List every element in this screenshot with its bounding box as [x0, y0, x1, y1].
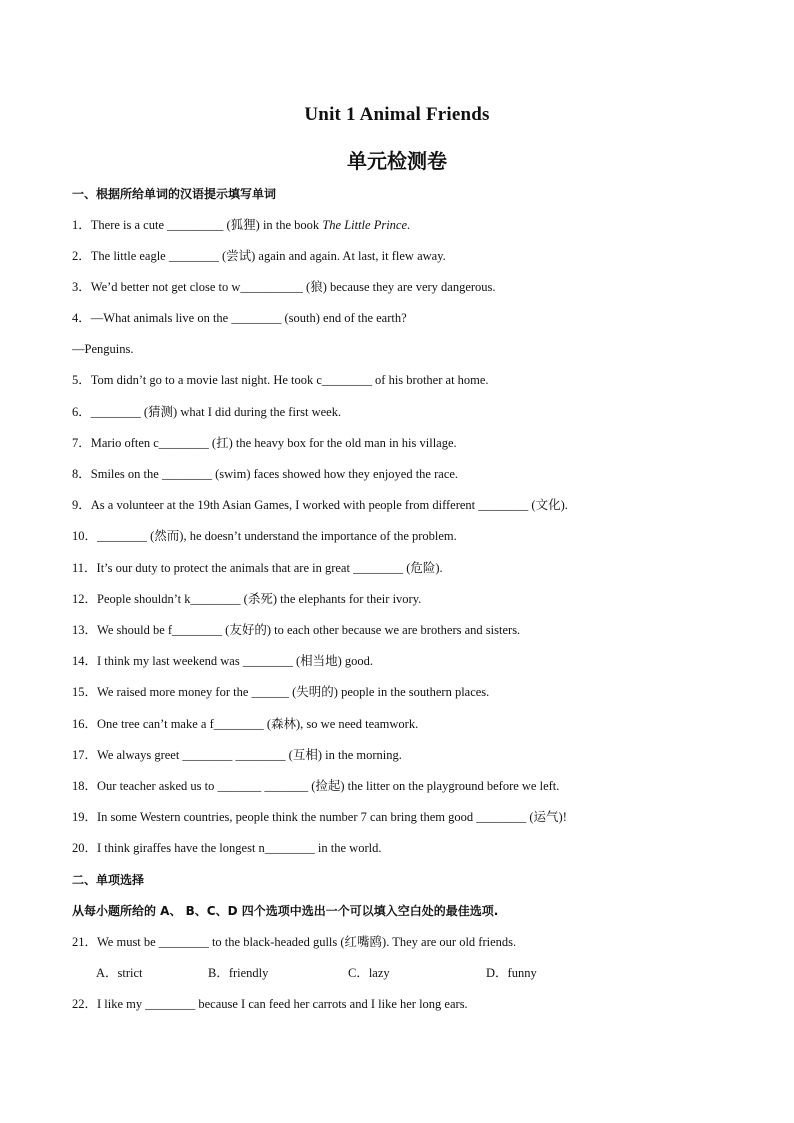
question-text: Smiles on the ________ (swim) faces showed how they enjoyed the race. — [90, 467, 459, 481]
option-c: C．lazy — [348, 966, 390, 980]
option-a: A．strict — [96, 966, 143, 980]
question-number: 18． — [72, 779, 98, 793]
question-14 — [72, 653, 732, 669]
question-text: As a volunteer at the 19th Asian Games, I worked with people from different ________ (文化). — [90, 498, 568, 512]
question-9 — [72, 497, 732, 513]
question-text: People shouldn’t k________ (杀死) the elephants for their ivory. — [97, 592, 422, 606]
question-number: 11． — [72, 561, 97, 575]
question-number: 8． — [72, 467, 91, 481]
section-1-heading: 一、根据所给单词的汉语提示填写单词 — [72, 187, 277, 201]
question-text: We raised more money for the ______ (失明的) people in the southern places. — [97, 685, 490, 699]
question-3 — [72, 279, 732, 295]
question-11 — [72, 560, 732, 576]
question-number: 10． — [72, 529, 98, 543]
question-1 — [72, 217, 732, 233]
question-8 — [72, 466, 732, 482]
question-number: 2． — [72, 249, 91, 263]
question-text: There is a cute _________ (狐狸) in the book — [90, 218, 323, 232]
question-text: We always greet ________ ________ (互相) in the morning. — [97, 748, 402, 762]
question-text: Mario often c________ (扛) the heavy box for the old man in his village. — [90, 436, 457, 450]
section-2-heading: 二、单项选择 — [72, 873, 145, 887]
question-4-answer — [72, 341, 732, 357]
question-number: 3． — [72, 280, 91, 294]
question-text: I think my last weekend was ________ (相当地) good. — [97, 654, 374, 668]
question-number: 19． — [72, 810, 98, 824]
question-20 — [72, 840, 732, 856]
question-15 — [72, 684, 732, 700]
question-16 — [72, 716, 732, 732]
question-text: We’d better not get close to w__________ (狼) because they are very dangerous. — [90, 280, 496, 294]
question-text: The little eagle ________ (尝试) again and again. At last, it flew away. — [90, 249, 446, 263]
question-22: 22．I like my ________ because I can feed her carrots and I like her long ears. — [72, 997, 468, 1011]
question-21: 21．We must be ________ to the black-headed gulls (红嘴鸥). They are our old friends. — [72, 935, 517, 949]
question-number: 15． — [72, 685, 98, 699]
question-number: 9． — [72, 498, 91, 512]
question-4 — [72, 310, 732, 326]
question-text: It’s our duty to protect the animals that are in great ________ (危险). — [96, 561, 443, 575]
question-text: Our teacher asked us to _______ _______ (捡起) the litter on the playground before we left. — [97, 779, 560, 793]
question-13 — [72, 622, 732, 638]
question-7 — [72, 435, 732, 451]
question-18 — [72, 778, 732, 794]
question-17 — [72, 747, 732, 763]
section-2-instruction: 从每小题所给的 A、 B、C、D 四个选项中选出一个可以填入空白处的最佳选项. — [72, 904, 499, 918]
question-number: 20． — [72, 841, 98, 855]
question-5 — [72, 372, 732, 388]
question-text: ________ (然而), he doesn’t understand the importance of the problem. — [97, 529, 457, 543]
question-text: I think giraffes have the longest n________ in the world. — [97, 841, 382, 855]
book-title: The Little Prince — [322, 218, 408, 232]
question-number: 1． — [72, 218, 91, 232]
question-number: 16． — [72, 717, 98, 731]
question-number: 7． — [72, 436, 91, 450]
question-text-end: . — [407, 218, 411, 232]
option-d: D．funny — [486, 966, 537, 980]
question-2 — [72, 248, 732, 264]
question-text: Tom didn’t go to a movie last night. He took c________ of his brother at home. — [90, 373, 489, 387]
question-text: One tree can’t make a f________ (森林), so we need teamwork. — [97, 717, 419, 731]
question-19 — [72, 809, 732, 825]
question-text: In some Western countries, people think the number 7 can bring them good ________ (运气)! — [97, 810, 567, 824]
page-subtitle: 单元检测卷 — [347, 149, 447, 173]
question-text: —What animals live on the ________ (south) end of the earth? — [90, 311, 407, 325]
question-12 — [72, 591, 732, 607]
question-number: 14． — [72, 654, 98, 668]
question-10 — [72, 528, 732, 544]
option-b: B．friendly — [208, 966, 269, 980]
page-title: Unit 1 Animal Friends — [304, 104, 490, 125]
question-text: ________ (猜测) what I did during the first week. — [90, 405, 342, 419]
question-text: —Penguins. — [72, 342, 134, 356]
question-number: 5． — [72, 373, 91, 387]
question-number: 12． — [72, 592, 98, 606]
question-number: 4． — [72, 311, 91, 325]
question-text: We should be f________ (友好的) to each other because we are brothers and sisters. — [97, 623, 521, 637]
question-number: 6． — [72, 405, 91, 419]
question-number: 17． — [72, 748, 98, 762]
question-number: 13． — [72, 623, 98, 637]
question-6 — [72, 404, 732, 420]
